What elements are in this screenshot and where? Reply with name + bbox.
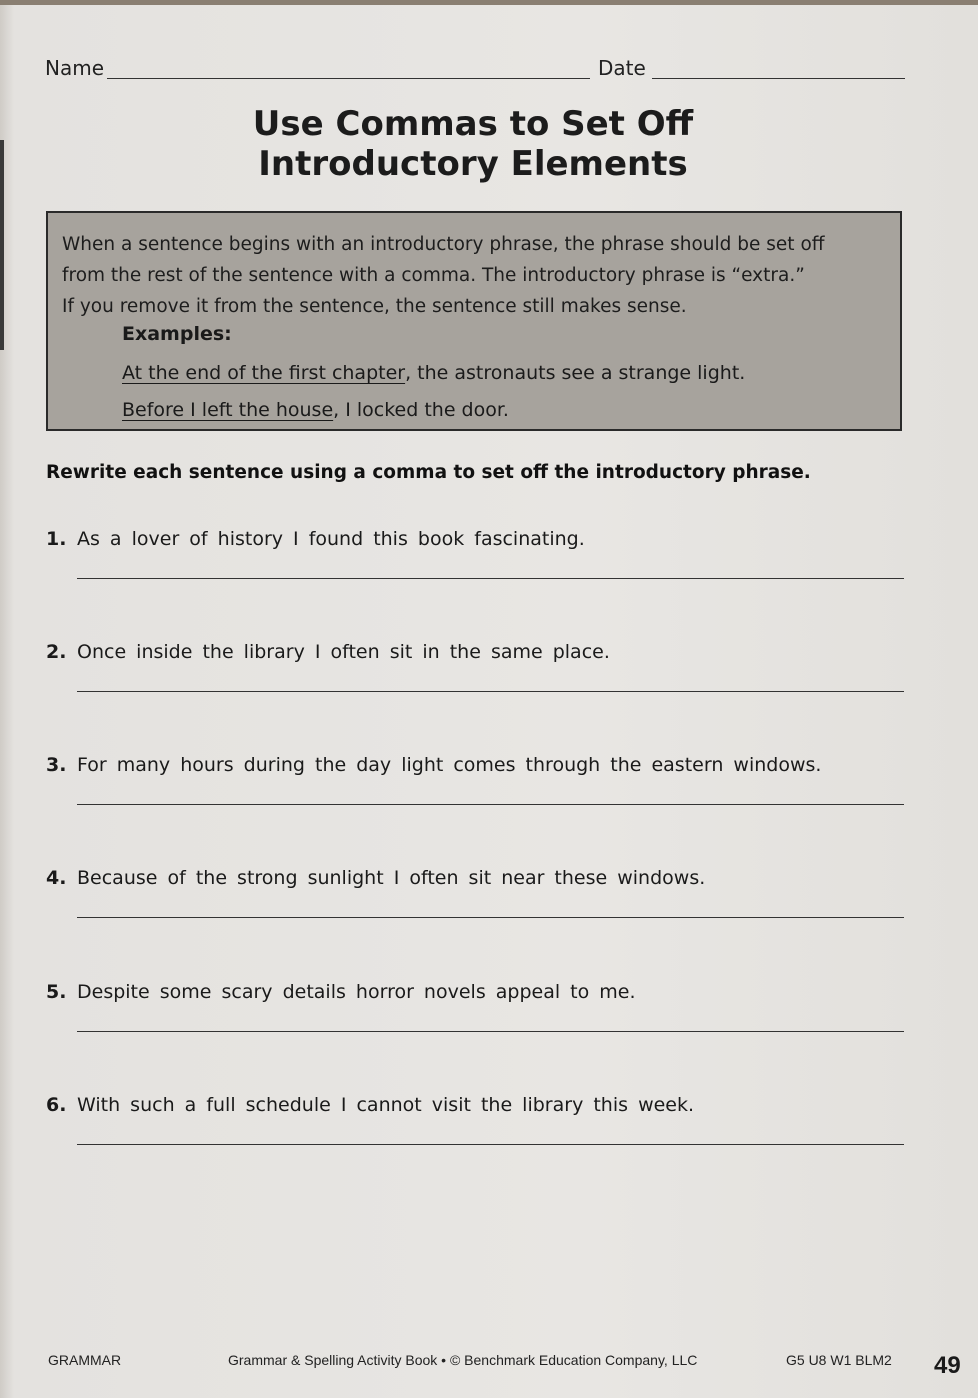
exercise-item (46, 641, 906, 711)
example-1-phrase: At the end of the first chapter (122, 362, 406, 384)
date-label: Date (598, 56, 646, 80)
answer-line[interactable] (77, 1144, 904, 1145)
answer-line[interactable] (77, 917, 904, 918)
name-line (107, 78, 590, 79)
rule-line-1: When a sentence begins with an introductory phrase, the phrase should be set off (62, 234, 825, 255)
item-sentence: For many hours during the day light comes through the eastern windows. (77, 754, 822, 776)
item-number: 3. (46, 754, 67, 776)
rule-line-2: from the rest of the sentence with a comma. The introductory phrase is “extra.” (62, 265, 805, 286)
answer-line[interactable] (77, 691, 904, 692)
rule-box (46, 211, 902, 431)
page-title (0, 104, 946, 184)
footer-code: G5 U8 W1 BLM2 (786, 1352, 892, 1368)
example-2 (122, 399, 509, 421)
footer-credit: Grammar & Spelling Activity Book • © Benchmark Education Company, LLC (228, 1352, 698, 1368)
item-sentence: As a lover of history I found this book fascinating. (77, 528, 585, 550)
exercise-item (46, 754, 906, 824)
date-line (652, 78, 905, 79)
instructions: Rewrite each sentence using a comma to set off the introductory phrase. (46, 462, 811, 483)
answer-line[interactable] (77, 1031, 904, 1032)
example-2-phrase: Before I left the house (122, 399, 334, 421)
item-sentence: Because of the strong sunlight I often sit near these windows. (77, 867, 706, 889)
page-number: 49 (934, 1352, 961, 1379)
item-number: 5. (46, 981, 67, 1003)
answer-line[interactable] (77, 804, 904, 805)
item-number: 4. (46, 867, 67, 889)
exercise-item (46, 528, 906, 598)
rule-line-3: If you remove it from the sentence, the sentence still makes sense. (62, 296, 687, 317)
examples-label: Examples: (122, 323, 232, 345)
answer-line[interactable] (77, 578, 904, 579)
title-line-2: Introductory Elements (258, 144, 688, 184)
item-number: 1. (46, 528, 67, 550)
item-sentence: With such a full schedule I cannot visit the library this week. (77, 1094, 695, 1116)
example-1 (122, 362, 745, 384)
item-sentence: Once inside the library I often sit in the same place. (77, 641, 610, 663)
example-2-rest: , I locked the door. (333, 399, 509, 421)
item-sentence: Despite some scary details horror novels appeal to me. (77, 981, 636, 1003)
name-label: Name (45, 56, 105, 80)
exercise-item (46, 1094, 906, 1164)
item-number: 6. (46, 1094, 67, 1116)
item-number: 2. (46, 641, 67, 663)
rule-explanation (62, 229, 862, 322)
page-top-edge (0, 0, 978, 5)
title-line-1: Use Commas to Set Off (252, 104, 694, 144)
exercise-item (46, 867, 906, 937)
exercise-item (46, 981, 906, 1051)
footer-section: GRAMMAR (48, 1352, 122, 1368)
name-date-row (45, 56, 905, 82)
example-1-rest: , the astronauts see a strange light. (405, 362, 746, 384)
